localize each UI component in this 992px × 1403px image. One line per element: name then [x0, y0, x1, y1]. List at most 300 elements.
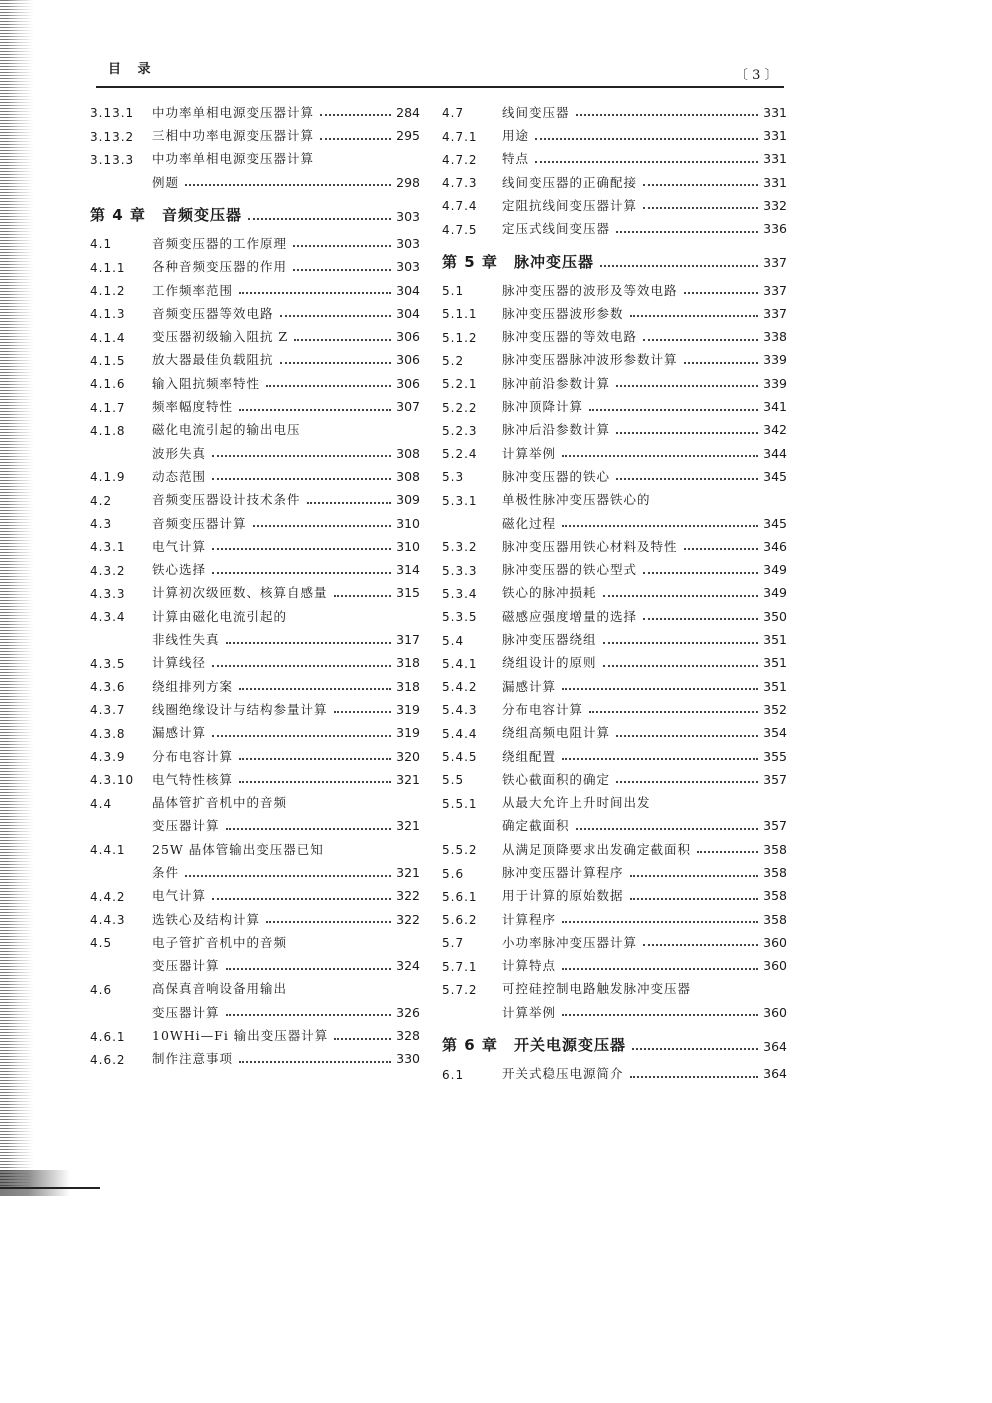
toc-section-title: 工作频率范围	[152, 282, 234, 298]
toc-section-title: 分布电容计算	[152, 748, 234, 764]
toc-section-title: 频率幅度特性	[152, 399, 234, 415]
toc-section-number: 4.1.3	[90, 307, 126, 322]
toc-page-number: 318	[396, 655, 420, 671]
toc-entry	[442, 903, 787, 926]
toc-page-number: 319	[396, 701, 420, 717]
toc-section-title: 脉冲变压器用铁心材料及特性	[502, 538, 678, 554]
toc-leader-dots	[562, 758, 758, 760]
toc-page-number: 339	[763, 352, 787, 368]
toc-section-number: 5.3.5	[442, 610, 478, 625]
toc-leader-dots	[239, 781, 391, 783]
toc-entry	[90, 553, 420, 576]
toc-section-number: 4.6.1	[90, 1029, 126, 1044]
toc-entry	[442, 810, 787, 833]
toc-section-title: 定阻抗线间变压器计算	[502, 197, 638, 213]
toc-entry	[442, 693, 787, 716]
toc-section-title: 磁感应强度增量的选择	[502, 608, 638, 624]
toc-chapter-entry	[442, 1019, 787, 1057]
toc-section-title: 制作注意事项	[152, 1051, 234, 1067]
toc-page-number: 326	[396, 1004, 420, 1020]
toc-entry	[90, 297, 420, 320]
toc-page-number: 317	[396, 632, 420, 648]
toc-entry	[442, 119, 787, 142]
toc-entry	[90, 414, 420, 437]
toc-leader-dots	[212, 548, 391, 550]
toc-page-number: 306	[396, 352, 420, 368]
toc-leader-dots	[334, 711, 392, 713]
toc-entry	[90, 949, 420, 972]
toc-section-title: 音频变压器计算	[152, 515, 247, 531]
toc-section-title: 计算举例	[502, 1004, 557, 1020]
toc-leader-dots	[616, 478, 758, 480]
toc-section-title: 计算由磁化电流引起的	[152, 608, 288, 624]
toc-page-number: 341	[763, 399, 787, 415]
toc-section-title: 计算特点	[502, 958, 557, 974]
toc-section-title: 脉冲变压器的波形及等效电路	[502, 282, 678, 298]
toc-section-number: 5.1.2	[442, 330, 478, 345]
toc-section-title: 分布电容计算	[502, 701, 584, 717]
toc-section-title: 脉冲变压器计算程序	[502, 865, 624, 880]
toc-section-title: 计算线径	[152, 655, 207, 671]
toc-section-title: 特点	[502, 151, 530, 167]
toc-section-number: 4.7.4	[442, 199, 478, 214]
toc-leader-dots	[697, 851, 758, 853]
toc-section-title: 脉冲变压器脉冲波形参数计算	[502, 352, 678, 368]
toc-page-number: 309	[396, 492, 420, 508]
toc-section-number: 6.1	[442, 1067, 465, 1082]
toc-section-number: 4.3.2	[90, 563, 126, 578]
toc-section-title: 小功率脉冲变压器计算	[502, 934, 638, 950]
toc-leader-dots	[562, 455, 758, 457]
toc-section-number: 4.1.9	[90, 470, 126, 485]
toc-section-title: 变压器计算	[152, 818, 220, 834]
toc-section-number: 5.4	[442, 633, 465, 648]
toc-section-number: 4.7.3	[442, 176, 478, 191]
toc-section-number: 4.4.1	[90, 843, 126, 858]
toc-leader-dots	[293, 269, 391, 271]
toc-page-number: 308	[396, 445, 420, 461]
toc-leader-dots	[248, 218, 391, 220]
toc-entry	[90, 507, 420, 530]
toc-leader-dots	[280, 315, 392, 317]
toc-entry	[442, 367, 787, 390]
toc-section-number: 5.4.2	[442, 680, 478, 695]
toc-entry	[90, 600, 420, 623]
toc-page-number: 303	[396, 235, 420, 251]
toc-section-number: 4.7.5	[442, 222, 478, 237]
toc-entry	[90, 530, 420, 553]
toc-page-number: 360	[763, 934, 787, 950]
toc-section-title: 磁化过程	[502, 515, 557, 531]
toc-section-number: 4.6.2	[90, 1052, 126, 1067]
toc-section-title: 绕组排列方案	[152, 678, 234, 694]
toc-entry	[90, 623, 420, 646]
toc-section-number: 4.5	[90, 936, 113, 951]
toc-section-number: 4.3.7	[90, 703, 126, 718]
toc-entry	[90, 693, 420, 716]
toc-section-number: 4.2	[90, 493, 113, 508]
toc-page-number: 346	[763, 538, 787, 554]
toc-section-title: 脉冲变压器的铁心	[502, 468, 611, 484]
toc-section-title: 电气特性核算	[152, 771, 234, 787]
toc-section-title: 选铁心及结构计算	[152, 911, 261, 927]
scan-edge-artifact	[0, 0, 34, 1190]
toc-entry	[442, 414, 787, 437]
toc-entry	[442, 670, 787, 693]
toc-leader-dots	[616, 735, 758, 737]
toc-section-title: 用于计算的原始数据	[502, 888, 624, 904]
page-header-title: 目 录	[108, 62, 157, 77]
toc-section-title: 单极性脉冲变压器铁心的	[502, 492, 651, 508]
toc-page-number: 337	[763, 305, 787, 321]
toc-section-number: 4.7.1	[442, 129, 478, 144]
toc-leader-dots	[293, 245, 391, 247]
toc-section-number: 4.1.8	[90, 423, 126, 438]
toc-section-title: 各种音频变压器的作用	[152, 259, 288, 275]
toc-entry	[442, 483, 787, 506]
toc-entry	[442, 212, 787, 235]
toc-page-number: 322	[396, 888, 420, 904]
toc-section-number: 3.13.3	[90, 152, 135, 167]
toc-leader-dots	[185, 875, 391, 877]
toc-section-number: 3.13.1	[90, 106, 135, 121]
toc-section-number: 4.3.10	[90, 773, 135, 788]
toc-leader-dots	[562, 1014, 758, 1016]
toc-entry	[90, 460, 420, 483]
toc-section-title: 动态范围	[152, 468, 207, 484]
toc-entry	[90, 903, 420, 926]
toc-entry	[442, 96, 787, 119]
toc-leader-dots	[616, 781, 758, 783]
toc-section-number: 5.3	[442, 470, 465, 485]
toc-page-number: 320	[396, 748, 420, 764]
toc-entry	[442, 996, 787, 1019]
toc-leader-dots	[562, 968, 758, 970]
toc-leader-dots	[334, 595, 392, 597]
toc-section-number: 5.7	[442, 936, 465, 951]
toc-leader-dots	[643, 339, 758, 341]
toc-entry	[442, 189, 787, 212]
toc-entry	[90, 763, 420, 786]
toc-section-title: 中功率单相电源变压器计算	[152, 104, 315, 120]
toc-section-title: 电气计算	[152, 538, 207, 554]
toc-section-title: 放大器最佳负载阻抗	[152, 352, 274, 368]
toc-page-number: 331	[763, 174, 787, 190]
toc-section-title: 铁心截面积的确定	[502, 771, 611, 787]
toc-section-title: 音频变压器等效电路	[152, 305, 274, 321]
toc-section-title: 变压器计算	[152, 1004, 220, 1020]
toc-page-number: 324	[396, 958, 420, 974]
toc-entry	[442, 647, 787, 670]
toc-section-number: 5.1	[442, 284, 465, 299]
toc-page-number: 331	[763, 128, 787, 144]
toc-page-number: 331	[763, 104, 787, 120]
toc-section-number: 4.3.5	[90, 656, 126, 671]
toc-page-number: 303	[396, 259, 420, 275]
toc-leader-dots	[185, 184, 391, 186]
toc-entry	[442, 1057, 787, 1080]
toc-page-number: 306	[396, 329, 420, 345]
toc-section-number: 4.3	[90, 517, 113, 532]
toc-entry	[90, 833, 420, 856]
toc-section-title: 音频变压器设计技术条件	[152, 492, 301, 508]
toc-section-number: 4.3.1	[90, 540, 126, 555]
toc-section-number: 5.2.4	[442, 447, 478, 462]
toc-leader-dots	[643, 207, 758, 209]
toc-section-number: 4.1.2	[90, 284, 126, 299]
toc-section-number: 4.4	[90, 796, 113, 811]
toc-page-number: 321	[396, 865, 420, 880]
toc-section-number: 4.1.1	[90, 260, 126, 275]
toc-page-number: 304	[396, 305, 420, 321]
toc-leader-dots	[535, 161, 758, 163]
toc-section-number: 5.3.1	[442, 493, 478, 508]
toc-entry	[90, 810, 420, 833]
toc-leader-dots	[643, 184, 758, 186]
toc-page-number: 331	[763, 151, 787, 167]
toc-section-number: 5.6.1	[442, 889, 478, 904]
toc-entry	[90, 390, 420, 413]
toc-section-title: 三相中功率电源变压器计算	[152, 128, 315, 144]
toc-section-number: 5.6	[442, 866, 465, 881]
toc-page-number: 308	[396, 468, 420, 484]
toc-leader-dots	[630, 1076, 759, 1078]
toc-section-number: 4.3.6	[90, 680, 126, 695]
toc-section-title: 电子管扩音机中的音频	[152, 934, 288, 950]
toc-leader-dots	[212, 572, 391, 574]
toc-page-number: 295	[396, 128, 420, 144]
toc-entry	[90, 647, 420, 670]
toc-page-number: 315	[396, 585, 420, 601]
toc-section-title: 计算程序	[502, 911, 557, 927]
page-number: 〔 3 〕	[735, 68, 778, 83]
toc-section-title: 线间变压器的正确配接	[502, 174, 638, 190]
toc-leader-dots	[239, 292, 391, 294]
toc-page-number: 306	[396, 375, 420, 391]
toc-entry	[442, 833, 787, 856]
toc-entry	[90, 143, 420, 166]
toc-section-title: 非线性失真	[152, 632, 220, 648]
toc-leader-dots	[562, 688, 758, 690]
toc-entry	[90, 1019, 420, 1042]
toc-section-title: 开关式稳压电源简介	[502, 1066, 624, 1082]
toc-entry	[442, 623, 787, 646]
toc-leader-dots	[684, 362, 759, 364]
toc-page-number: 360	[763, 1004, 787, 1020]
toc-page-number: 321	[396, 771, 420, 787]
toc-page-number: 349	[763, 562, 787, 578]
toc-section-number: 4.3.4	[90, 610, 126, 625]
toc-section-title: 10WHi—Fi 输出变压器计算	[152, 1028, 329, 1044]
toc-section-title: 铁心选择	[152, 562, 207, 578]
toc-section-title: 可控硅控制电路触发脉冲变压器	[502, 981, 692, 997]
toc-entry	[442, 600, 787, 623]
toc-page-number: 330	[396, 1051, 420, 1067]
toc-section-title: 脉冲后沿参数计算	[502, 422, 611, 438]
toc-entry	[90, 880, 420, 903]
toc-leader-dots	[603, 595, 759, 597]
toc-entry	[442, 530, 787, 553]
toc-section-number: 4.3.3	[90, 586, 126, 601]
toc-leader-dots	[616, 432, 758, 434]
toc-page-number: 360	[763, 958, 787, 974]
toc-section-title: 铁心的脉冲损耗	[502, 585, 597, 601]
toc-leader-dots	[630, 898, 759, 900]
toc-entry	[90, 670, 420, 693]
toc-section-title: 脉冲前沿参数计算	[502, 375, 611, 391]
toc-leader-dots	[643, 572, 758, 574]
toc-leader-dots	[616, 385, 758, 387]
toc-entry	[90, 716, 420, 739]
toc-section-title: 用途	[502, 128, 530, 144]
toc-leader-dots	[603, 665, 759, 667]
toc-section-number: 4.1.6	[90, 377, 126, 392]
toc-section-title: 变压器计算	[152, 958, 220, 974]
toc-section-title: 条件	[152, 865, 180, 880]
toc-entry	[90, 926, 420, 949]
toc-section-number: 4.6	[90, 982, 113, 997]
toc-section-title: 绕组配置	[502, 748, 557, 764]
toc-section-title: 绕组设计的原则	[502, 655, 597, 671]
toc-leader-dots	[212, 478, 391, 480]
toc-page-number: 314	[396, 562, 420, 578]
toc-section-title: 脉冲变压器的等效电路	[502, 329, 638, 345]
toc-chapter-entry	[442, 236, 787, 274]
toc-section-title: 25W 晶体管输出变压器已知	[152, 841, 324, 857]
toc-entry	[442, 763, 787, 786]
toc-leader-dots	[212, 665, 391, 667]
toc-section-title: 定压式线间变压器	[502, 221, 611, 237]
toc-page-number: 310	[396, 515, 420, 531]
toc-leader-dots	[239, 1061, 391, 1063]
toc-section-title: 音频变压器的工作原理	[152, 235, 288, 251]
toc-section-title: 输入阻抗频率特性	[152, 375, 261, 391]
toc-section-title: 晶体管扩音机中的音频	[152, 795, 288, 811]
toc-entry	[442, 166, 787, 189]
toc-leader-dots	[535, 138, 758, 140]
toc-page-number: 321	[396, 818, 420, 834]
toc-entry	[90, 483, 420, 506]
toc-section-title: 磁化电流引起的输出电压	[152, 422, 301, 438]
toc-section-number: 5.2.3	[442, 423, 478, 438]
toc-entry	[442, 880, 787, 903]
toc-section-title: 音频变压器	[162, 206, 243, 225]
toc-section-title: 漏感计算	[502, 678, 557, 694]
toc-page-number: 344	[763, 445, 787, 461]
toc-entry	[442, 856, 787, 879]
toc-section-number: 5.4.3	[442, 703, 478, 718]
toc-leader-dots	[307, 502, 392, 504]
toc-page-number: 328	[396, 1028, 420, 1044]
scan-smudge-artifact	[0, 1170, 70, 1196]
toc-entry	[90, 344, 420, 367]
toc-right-column	[442, 96, 787, 1081]
toc-section-number: 4.1.5	[90, 353, 126, 368]
toc-page-number: 350	[763, 608, 787, 624]
toc-section-number: 第 4 章	[90, 206, 146, 225]
toc-page-number: 337	[763, 255, 787, 271]
toc-section-title: 从满足顶降要求出发确定截面积	[502, 841, 692, 857]
toc-section-title: 波形失真	[152, 445, 207, 461]
toc-leader-dots	[320, 138, 391, 140]
toc-page-number: 357	[763, 771, 787, 787]
toc-section-title: 计算举例	[502, 445, 557, 461]
toc-leader-dots	[576, 114, 759, 116]
toc-section-title: 例题	[152, 174, 180, 190]
toc-entry	[90, 973, 420, 996]
toc-page-number: 318	[396, 678, 420, 694]
toc-section-number: 第 5 章	[442, 252, 498, 271]
toc-entry	[90, 856, 420, 879]
toc-entry	[442, 786, 787, 809]
toc-leader-dots	[632, 1048, 758, 1050]
toc-section-title: 脉冲变压器的铁心型式	[502, 562, 638, 578]
toc-entry	[90, 250, 420, 273]
toc-leader-dots	[226, 968, 392, 970]
toc-entry	[90, 227, 420, 250]
toc-entry	[90, 367, 420, 390]
toc-leader-dots	[212, 455, 391, 457]
toc-entry	[90, 274, 420, 297]
toc-page-number: 351	[763, 655, 787, 671]
toc-entry	[442, 437, 787, 460]
toc-leader-dots	[266, 921, 391, 923]
toc-leader-dots	[600, 265, 758, 267]
toc-page-number: 342	[763, 422, 787, 438]
toc-entry	[90, 577, 420, 600]
toc-section-title: 脉冲变压器波形参数	[502, 305, 624, 321]
toc-leader-dots	[616, 231, 758, 233]
toc-section-number: 第 6 章	[442, 1036, 498, 1055]
toc-section-title: 计算初次级匝数、核算自感量	[152, 585, 328, 601]
toc-leader-dots	[280, 362, 392, 364]
toc-entry	[442, 297, 787, 320]
toc-section-number: 5.7.1	[442, 959, 478, 974]
toc-section-number: 4.4.2	[90, 889, 126, 904]
toc-section-number: 5.3.3	[442, 563, 478, 578]
toc-page-number: 310	[396, 538, 420, 554]
toc-page-number: 304	[396, 282, 420, 298]
toc-page-number: 358	[763, 841, 787, 857]
toc-section-title: 绕组高频电阻计算	[502, 725, 611, 741]
toc-leader-dots	[643, 944, 758, 946]
toc-left-column	[90, 96, 420, 1066]
toc-section-title: 变压器初级输入阻抗 Z	[152, 329, 289, 345]
toc-leader-dots	[294, 339, 391, 341]
toc-page-number: 358	[763, 888, 787, 904]
toc-page-number: 337	[763, 282, 787, 298]
toc-entry	[442, 344, 787, 367]
toc-entry	[90, 119, 420, 142]
toc-page-number: 319	[396, 725, 420, 741]
toc-page-number: 345	[763, 468, 787, 484]
toc-section-title: 线圈绝缘设计与结构参量计算	[152, 701, 328, 717]
toc-entry	[442, 460, 787, 483]
toc-section-number: 4.7	[442, 106, 465, 121]
toc-section-number: 4.3.9	[90, 750, 126, 765]
toc-page-number: 364	[763, 1038, 787, 1054]
toc-leader-dots	[576, 828, 759, 830]
toc-leader-dots	[562, 525, 758, 527]
toc-page-number: 351	[763, 632, 787, 648]
toc-section-number: 5.6.2	[442, 913, 478, 928]
toc-page-number: 349	[763, 585, 787, 601]
toc-section-title: 高保真音响设备用输出	[152, 981, 288, 997]
toc-page-number: 336	[763, 221, 787, 237]
toc-page-number: 354	[763, 725, 787, 741]
toc-entry	[90, 996, 420, 1019]
toc-page-number: 284	[396, 104, 420, 120]
